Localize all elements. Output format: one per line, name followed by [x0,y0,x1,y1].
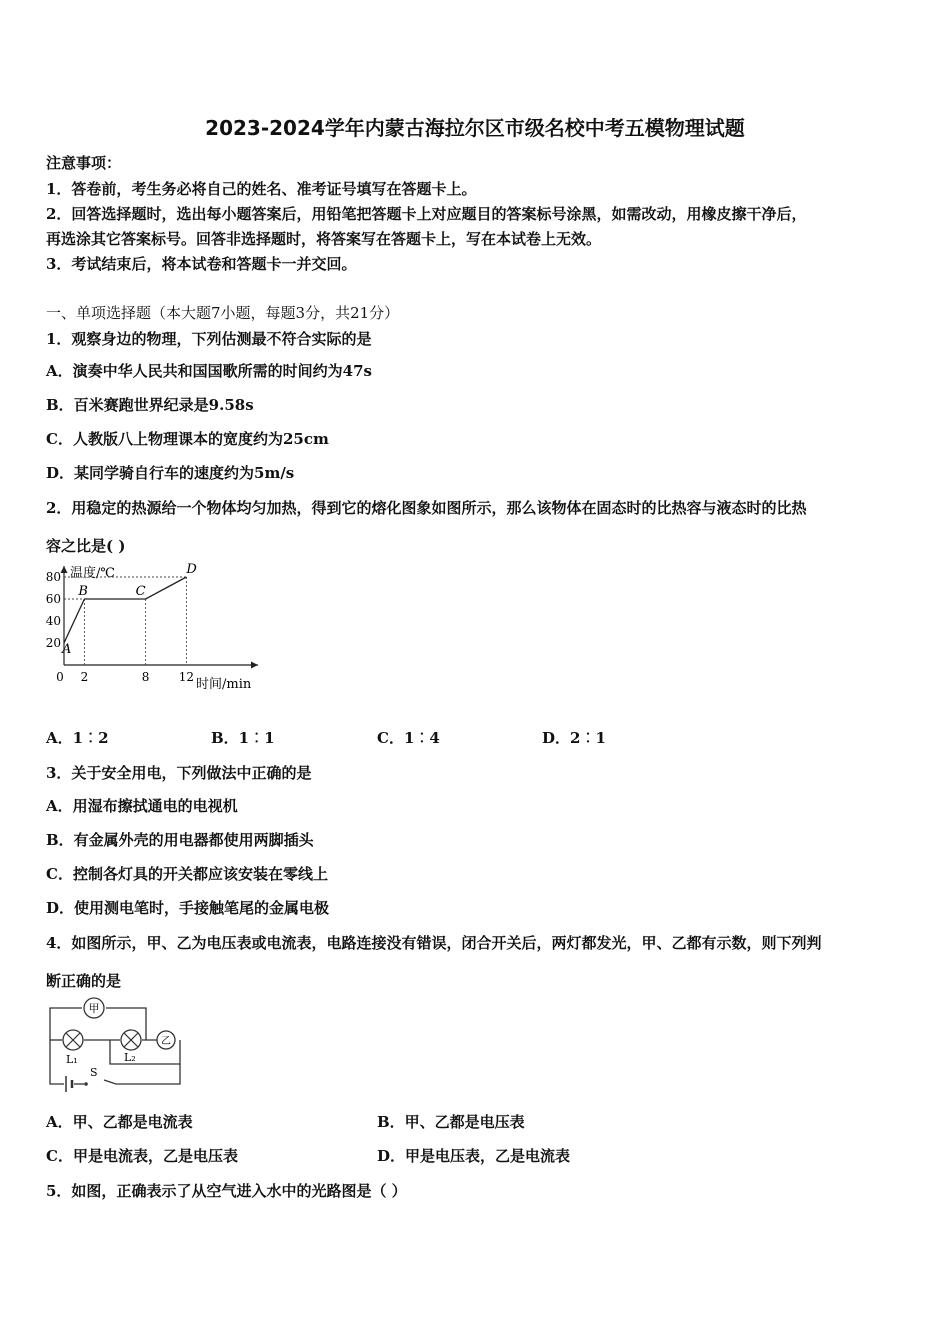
answer-option: B．甲、乙都是电压表 [377,1113,525,1131]
answer-option: D．甲是电压表，乙是电流表 [377,1147,571,1165]
section-heading: 一、单项选择题（本大题7小题，每题3分，共21分） [46,304,400,322]
answer-option: A．演奏中华人民共和国国歌所需的时间约为47s [46,362,372,380]
point-label-C: C [135,584,146,599]
point-label-A: A [62,642,72,657]
answer-option: C．甲是电流表，乙是电压表 [46,1147,238,1165]
meter-yi-label: 乙 [161,1036,171,1047]
x-tick-label: 0 [56,670,64,684]
point-label-D: D [186,562,197,577]
answer-option: A．1︰2 [46,729,109,747]
question-stem: 4．如图所示，甲、乙为电压表或电流表，电路连接没有错误，闭合开关后，两灯都发光，甲、乙都有示数，则下列判 [46,934,822,952]
answer-option: B．1︰1 [211,729,275,747]
y-axis-label: 温度/℃ [70,566,115,581]
question-stem: 1．观察身边的物理，下列估测最不符合实际的是 [46,330,372,348]
x-tick-label: 12 [178,670,195,684]
meter-jia-label: 甲 [88,1002,100,1015]
x-axis-label: 时间/min [196,677,252,692]
melting-graph [40,560,270,695]
notice-item: 再选涂其它答案标号。回答非选择题时，将答案写在答题卡上，写在本试卷上无效。 [46,230,602,248]
answer-option: C．控制各灯具的开关都应该安装在零线上 [46,865,328,883]
answer-option: A．用湿布擦拭通电的电视机 [46,797,238,815]
answer-option: B．有金属外壳的用电器都使用两脚插头 [46,831,314,849]
question-stem: 3．关于安全用电，下列做法中正确的是 [46,764,312,782]
y-tick-label: 80 [45,570,61,584]
y-tick-label: 60 [45,592,61,606]
switch-icon [84,1082,88,1086]
notice-item: 2．回答选择题时，选出每小题答案后，用铅笔把答题卡上对应题目的答案标号涂黑，如需改动，用橡皮擦干净后， [46,205,807,223]
answer-option: D．2︰1 [542,729,606,747]
point-label-B: B [78,584,88,599]
page-title: 2023-2024学年内蒙古海拉尔区市级名校中考五模物理试题 [205,116,745,140]
answer-option: A．甲、乙都是电流表 [46,1113,193,1131]
notice-item: 1．答卷前，考生务必将自己的姓名、准考证号填写在答题卡上。 [46,180,477,198]
circuit-diagram [42,996,187,1094]
answer-option: C．人教版八上物理课本的宽度约为25cm [46,430,329,448]
answer-option: C．1︰4 [377,729,440,747]
question-stem: 2．用稳定的热源给一个物体均匀加热，得到它的熔化图象如图所示，那么该物体在固态时的比热容与液态时的比热 [46,499,807,517]
question-stem: 5．如图，正确表示了从空气进入水中的光路图是（ ） [46,1182,407,1200]
answer-option: D．使用测电笔时，手接触笔尾的金属电极 [46,899,330,917]
switch-label: S [90,1066,98,1079]
question-stem-cont: 容之比是( ) [46,537,126,555]
answer-option: D．某同学骑自行车的速度约为5m/s [46,464,295,482]
x-tick-label: 2 [80,670,89,684]
y-tick-label: 20 [45,636,61,650]
notice-item: 3．考试结束后，将本试卷和答题卡一并交回。 [46,255,357,273]
notice-heading: 注意事项： [46,154,122,172]
question-stem-cont: 断正确的是 [46,972,122,990]
y-tick-label: 40 [45,614,61,628]
lamp-l2-label: L₂ [124,1051,136,1064]
x-tick-label: 8 [141,670,150,684]
answer-option: B．百米赛跑世界纪录是9.58s [46,396,254,414]
lamp-l1-label: L₁ [66,1053,78,1066]
